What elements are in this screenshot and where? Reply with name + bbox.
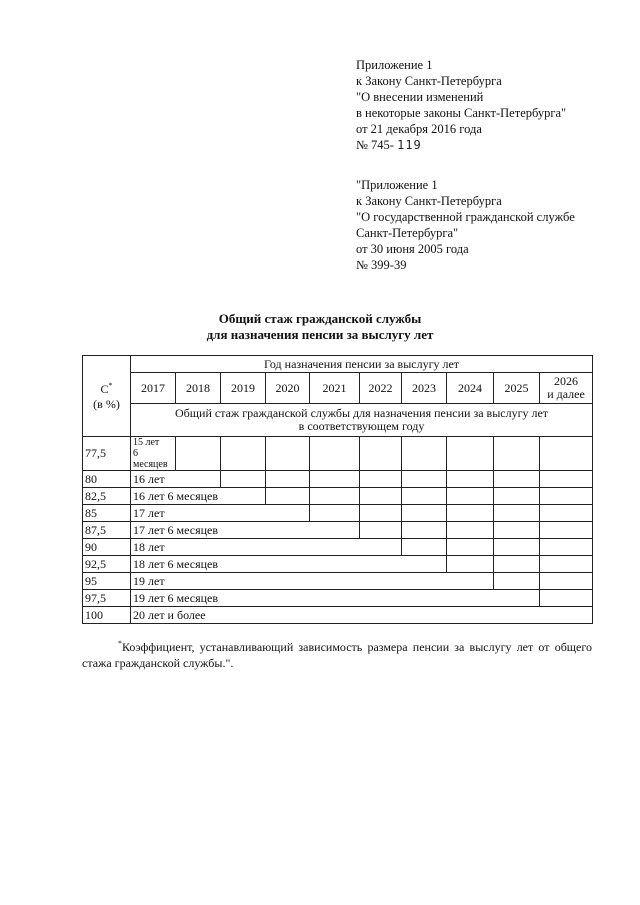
title-line-1: Общий стаж гражданской службы [218, 311, 422, 326]
appendix-1-line: Приложение 1 [356, 58, 433, 72]
empty-cell [540, 539, 593, 556]
footnote [82, 636, 592, 671]
stazh-cell: 16 лет [131, 471, 221, 488]
coef-cell: 82,5 [83, 488, 131, 505]
empty-cell [447, 505, 494, 522]
appendix-1-line: к Закону Санкт-Петербурга [356, 74, 502, 88]
empty-cell [494, 437, 540, 471]
empty-cell [540, 573, 593, 590]
empty-cell [402, 539, 447, 556]
appendix-2-line: № 399-39 [356, 258, 407, 272]
empty-cell [447, 539, 494, 556]
empty-cell [447, 556, 494, 573]
empty-cell [360, 522, 402, 539]
empty-cell [310, 505, 360, 522]
title-line-2: для назначения пенсии за выслугу лет [206, 327, 434, 342]
empty-cell [540, 437, 593, 471]
appendix-2-line: "О государственной гражданской службе [356, 210, 575, 224]
year-cell: 2019 [221, 373, 266, 404]
empty-cell [494, 522, 540, 539]
coef-cell: 80 [83, 471, 131, 488]
empty-cell [540, 556, 593, 573]
empty-cell [360, 471, 402, 488]
stazh-cell: 17 лет 6 месяцев [131, 522, 360, 539]
empty-cell [447, 471, 494, 488]
year-cell: 2023 [402, 373, 447, 404]
stazh-cell: 15 лет 6 месяцев [131, 437, 176, 471]
appendix-2-line: к Закону Санкт-Петербурга [356, 194, 502, 208]
coef-cell: 92,5 [83, 556, 131, 573]
year-cell: 2024 [447, 373, 494, 404]
appendix-1-line: от 21 декабря 2016 года [356, 122, 482, 136]
coef-cell: 100 [83, 607, 131, 624]
empty-cell [221, 437, 266, 471]
empty-cell [540, 522, 593, 539]
stazh-cell: 19 лет [131, 573, 494, 590]
stazh-cell: 18 лет 6 месяцев [131, 556, 447, 573]
empty-cell [221, 471, 266, 488]
empty-cell [494, 539, 540, 556]
empty-cell [402, 522, 447, 539]
coef-cell: 85 [83, 505, 131, 522]
appendix-2-header [356, 177, 575, 273]
appendix-2-line: "Приложение 1 [356, 178, 438, 192]
stazh-cell: 20 лет и более [131, 607, 593, 624]
service-length-table [82, 355, 593, 624]
year-cell: 2025 [494, 373, 540, 404]
empty-cell [360, 488, 402, 505]
coef-cell: 77,5 [83, 437, 131, 471]
stazh-cell: 17 лет [131, 505, 310, 522]
empty-cell [360, 437, 402, 471]
stazh-cell: 19 лет 6 месяцев [131, 590, 540, 607]
empty-cell [402, 437, 447, 471]
year-cell: 2020 [266, 373, 310, 404]
footnote-text: Коэффициент, устанавливающий зависимость размера пенсии за выслугу лет от общего стажа гражданской службы.". [82, 640, 592, 670]
empty-cell [402, 471, 447, 488]
empty-cell [402, 505, 447, 522]
empty-cell [266, 437, 310, 471]
year-header: Год назначения пенсии за выслугу лет [131, 356, 593, 373]
coef-header: С* (в %) [83, 356, 131, 437]
year-cell: 2018 [176, 373, 221, 404]
empty-cell [310, 437, 360, 471]
appendix-2-line: Санкт-Петербурга" [356, 226, 459, 240]
coef-cell: 90 [83, 539, 131, 556]
empty-cell [266, 471, 310, 488]
footnote-star: * [118, 639, 122, 648]
empty-cell [176, 437, 221, 471]
empty-cell [494, 556, 540, 573]
empty-cell [540, 488, 593, 505]
coef-cell: 97,5 [83, 590, 131, 607]
empty-cell [540, 471, 593, 488]
coef-cell: 87,5 [83, 522, 131, 539]
empty-cell [310, 488, 360, 505]
empty-cell [540, 505, 593, 522]
stazh-cell: 18 лет [131, 539, 402, 556]
empty-cell [310, 471, 360, 488]
year-cell-last: 2026 и далее [540, 373, 593, 404]
empty-cell [447, 437, 494, 471]
coef-cell: 95 [83, 573, 131, 590]
empty-cell [447, 488, 494, 505]
document-title [0, 311, 640, 343]
appendix-1-number [356, 137, 566, 153]
sub-header: Общий стаж гражданской службы для назначения пенсии за выслугу лет в соответствующем году [131, 404, 593, 437]
stazh-cell: 16 лет 6 месяцев [131, 488, 266, 505]
year-cell: 2022 [360, 373, 402, 404]
appendix-1-line: в некоторые законы Санкт-Петербурга" [356, 106, 567, 120]
number-prefix: № 745- [356, 138, 394, 152]
empty-cell [447, 522, 494, 539]
empty-cell [494, 573, 540, 590]
empty-cell [494, 488, 540, 505]
empty-cell [360, 505, 402, 522]
empty-cell [494, 471, 540, 488]
year-cell: 2021 [310, 373, 360, 404]
appendix-2-line: от 30 июня 2005 года [356, 242, 469, 256]
handwritten-number: 119 [397, 138, 422, 152]
appendix-1-line: "О внесении изменений [356, 90, 484, 104]
empty-cell [540, 590, 593, 607]
empty-cell [494, 505, 540, 522]
empty-cell [266, 488, 310, 505]
year-cell: 2017 [131, 373, 176, 404]
appendix-1-header [356, 57, 566, 153]
empty-cell [402, 488, 447, 505]
